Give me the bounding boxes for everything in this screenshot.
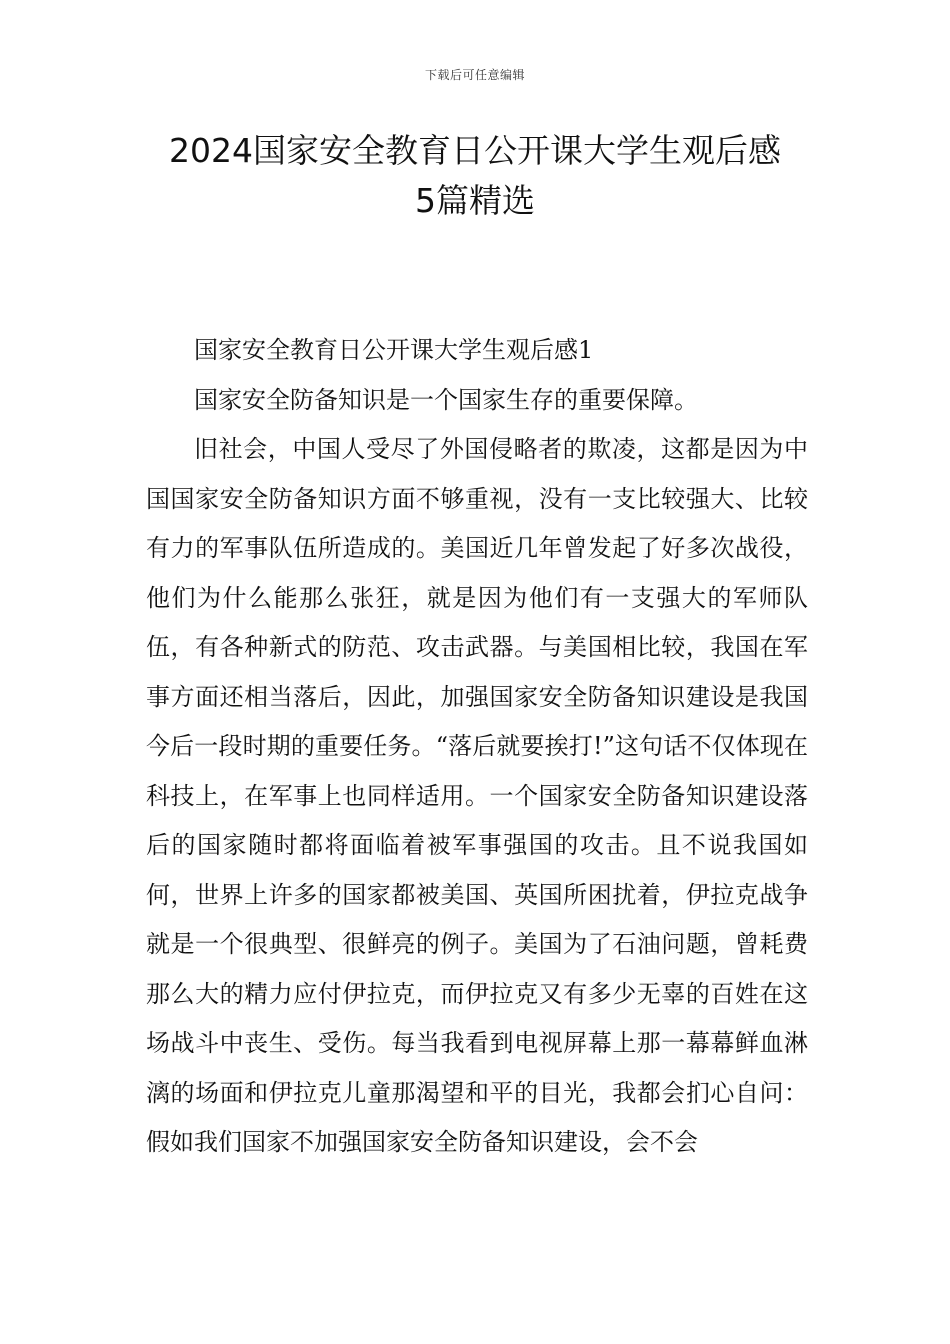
title-line-1: 2024国家安全教育日公开课大学生观后感: [169, 131, 781, 170]
section-heading: 国家安全教育日公开课大学生观后感1: [194, 336, 594, 364]
header-note: 下载后可任意编辑: [424, 68, 525, 82]
paragraph: 旧社会，中国人受尽了外国侵略者的欺凌，这都是因为中国国家安全防备知识方面不够重视，没有一支比较强大、比较有力的军事队伍所造成的。美国近几年曾发起了好多次战役，他们为什么能那么张狂，就是因为他们有一支强大的军师队伍，有各种新式的防范、攻击武器。与美国相比较，我国在军事方面还相当落后，因此，加强国家安全防备知识建设是我国今后一段时期的重要任务。“落后就要挨打!”这句话不仅体现在科技上，在军事上也同样适用。一个国家安全防备知识建设落后的国家随时都将面临着被军事强国的攻击。且不说我国如何，世界上许多的国家都被美国、英国所困扰着，伊拉克战争就是一个很典型、很鲜亮的例子。美国为了石油问题，曾耗费那么大的精力应付伊拉克，而伊拉克又有多少无辜的百姓在这场战斗中丧生、受伤。每当我看到电视屏幕上那一幕幕鲜血淋漓的场面和伊拉克儿童那渴望和平的目光，我都会扪心自问：假如我们国家不加强国家安全防备知识建设，会不会: [146, 435, 808, 1156]
title-line-2: 5篇精选: [415, 181, 535, 220]
paragraph: 国家安全防备知识是一个国家生存的重要保障。: [194, 385, 698, 414]
document-body: [146, 326, 808, 1168]
document-title: [120, 126, 830, 226]
